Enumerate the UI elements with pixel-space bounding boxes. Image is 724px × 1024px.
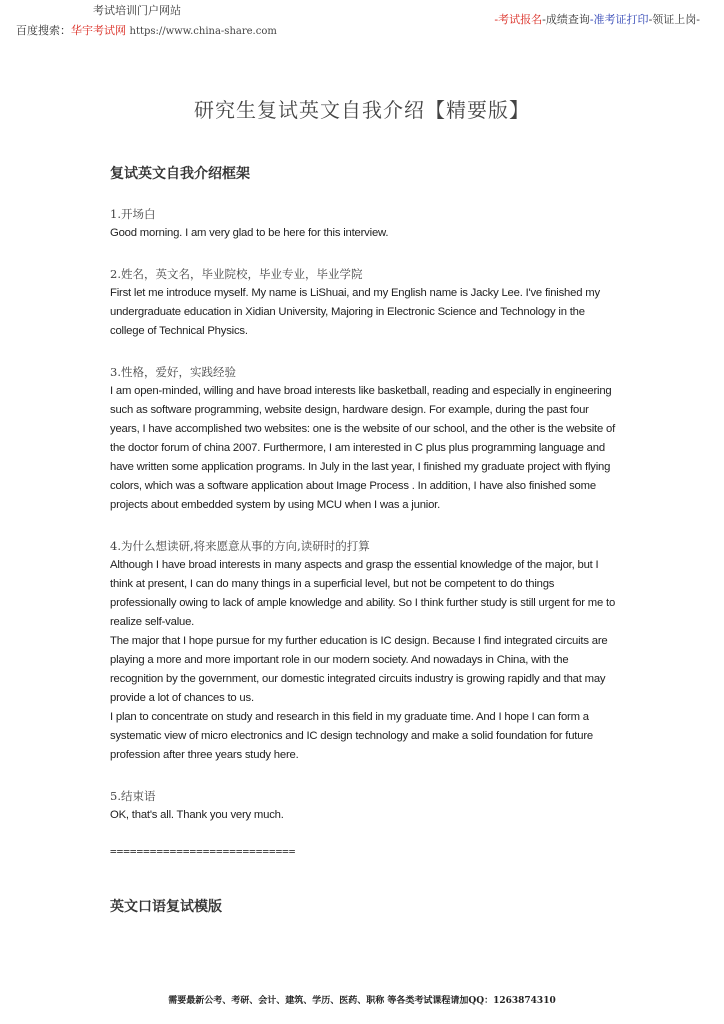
section-personality	[110, 363, 620, 515]
certificate-link[interactable]: -领证上岗-	[648, 13, 700, 26]
paragraph: I plan to concentrate on study and research in this field in my graduate time. And I hope I can form a systematic view of micro electronics and IC design technology and make a solid foundation for future profession after three years study here.	[110, 711, 593, 761]
paragraph: Good morning. I am very glad to be here for this interview.	[110, 227, 389, 239]
paragraph: Although I have broad interests in many aspects and grasp the essential knowledge of the major, but I think at present, I can do many things in a superficial level, but not be competent to do things professionally owing to lack of ample knowledge and ability. So I think further study is still urgent for me to realize self-value.	[110, 559, 616, 628]
score-query-link[interactable]: -成绩查询	[542, 13, 590, 26]
page-title: 研究生复试英文自我介绍【精要版】	[194, 98, 530, 122]
header-links	[494, 11, 700, 27]
search-label: 百度搜索：	[16, 24, 71, 37]
admission-ticket-link[interactable]: -准考证打印	[589, 13, 649, 26]
divider: ============================	[110, 845, 296, 858]
site-name: 考试培训门户网站	[93, 4, 181, 17]
paragraph: OK, that's all. Thank you very much.	[110, 809, 284, 821]
site-url[interactable]: https://www.china-share.com	[129, 26, 277, 37]
next-section-heading: 英文口语复试模版	[110, 899, 222, 915]
paragraph: The major that I hope pursue for my further education is IC design. Because I find integrated circuits are playing a more and more important role in our modern society. And nowadays in China, with the recognition by the government, our domestic integrated circuits industry is growing rapidly and that may provide a lot of chances to us.	[110, 635, 608, 704]
exam-registration-link[interactable]: -考试报名	[494, 13, 543, 26]
footer-note: 需要最新公考、考研、会计、建筑、学历、医药、职称 等各类考试课程请加QQ：1263874310	[168, 996, 556, 1006]
section-closing	[110, 787, 620, 825]
brand-link[interactable]: 华宇考试网	[71, 24, 126, 37]
section-basic-info	[110, 265, 620, 341]
paragraph: I am open-minded, willing and have broad interests like basketball, reading and especially in engineering such as software programming, website design, hardware design. For example, during the past four years, I have accomplished two websites: one is the website of our school, and the other is the website of the doctor forum of china 2007. Furthermore, I am interested in C plus plus programming language and have written some application programs. In July in the last year, I finished my graduate project with flying colors, which was a software application about Image Process . In addition, I have also finished some projects about embedded system by using MCU when I was a junior.	[110, 385, 616, 511]
paragraph: First let me introduce myself. My name is LiShuai, and my English name is Jacky Lee. I've finished my undergraduate education in Xidian University, Majoring in Electronic Science and Technology in the college of Technical Physics.	[110, 287, 600, 337]
section-heading: 复试英文自我介绍框架	[110, 166, 250, 182]
section-title: 4.为什么想读研,将来愿意从事的方向,读研时的打算	[110, 539, 370, 553]
section-title: 3.性格，爱好，实践经验	[110, 365, 236, 379]
section-title: 2.姓名，英文名，毕业院校，毕业专业，毕业学院	[110, 267, 363, 281]
section-motivation	[110, 537, 620, 765]
search-hint	[16, 22, 277, 38]
section-opening	[110, 205, 620, 243]
section-title: 5.结束语	[110, 789, 156, 803]
document-body	[110, 163, 620, 916]
section-title: 1.开场白	[110, 207, 156, 221]
